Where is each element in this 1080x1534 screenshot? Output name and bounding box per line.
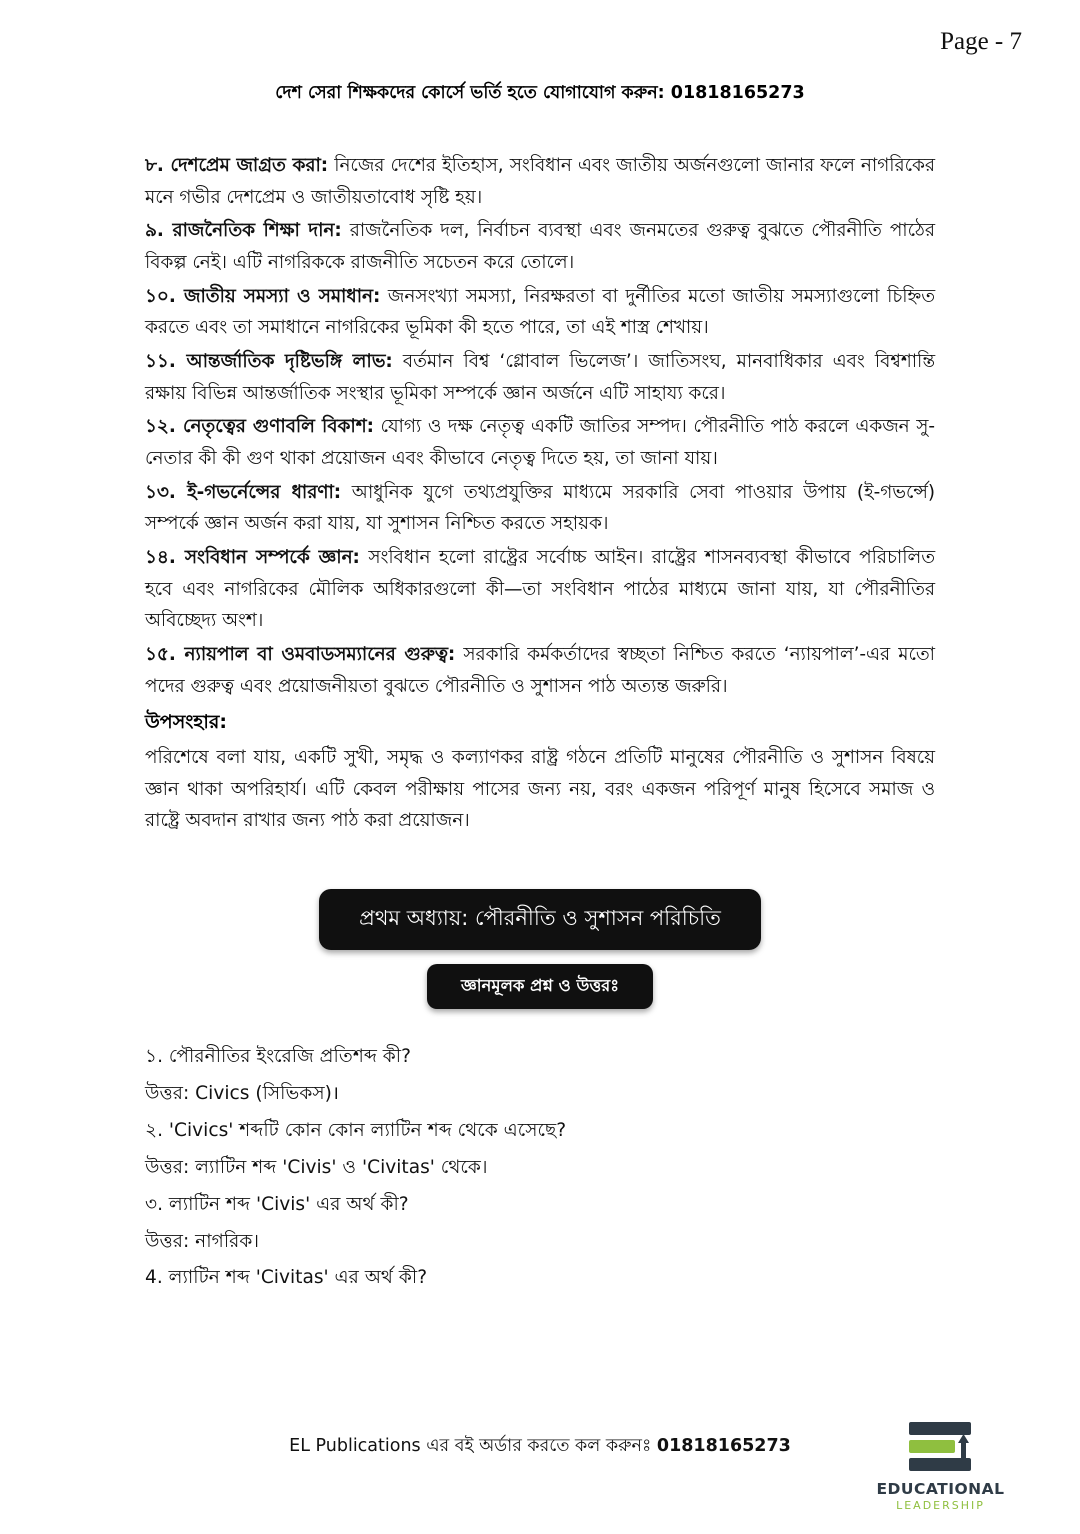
list-item-lead: ৯. রাজনৈতিক শিক্ষা দান: xyxy=(145,220,342,242)
list-item-lead: ৮. দেশপ্রেম জাগ্রত করা: xyxy=(145,155,329,176)
list-item-lead: ১২. নেতৃত্বের গুণাবলি বিকাশ: xyxy=(145,416,374,438)
list-item-text: নিজের দেশের ইতিহাস, সংবিধান এবং জাতীয় অর্জনগুলো জানার ফলে নাগরিকের মনে গভীর দেশপ্রেম ও জাতীয়তাবোধ সৃষ্টি হয়। xyxy=(145,155,935,208)
logo-mark-icon xyxy=(863,1416,1018,1478)
list-item xyxy=(145,477,935,540)
logo-tagline: LEADERSHIP xyxy=(896,1499,985,1512)
list-item xyxy=(145,281,935,344)
qa-line: ২. 'Civics' শব্দটি কোন কোন ল্যাটিন শব্দ থেকে এসেছে? xyxy=(145,1119,567,1141)
contact-header: দেশ সেরা শিক্ষকদের কোর্সে ভর্তি হতে যোগাযোগ করুন: 01818165273 xyxy=(275,83,805,103)
publisher-logo xyxy=(863,1416,1018,1512)
conclusion-text: পরিশেষে বলা যায়, একটি সুখী, সমৃদ্ধ ও কল্যাণকর রাষ্ট্র গঠনে প্রতিটি মানুষের পৌরনীতি ও সুশাসন বিষয়ে জ্ঞান থাকা অপরিহার্য। এটি কেবল পরীক্ষায় পাসের জন্য নয়, বরং একজন পরিপূর্ণ মানুষ হিসেবে সমাজ ও রাষ্ট্রে অবদান রাখার জন্য পাঠ করা প্রয়োজন। xyxy=(145,747,935,832)
list-item-text: বর্তমান বিশ্ব ‘গ্লোবাল ভিলেজ’। জাতিসংঘ, মানবাধিকার এবং বিশ্বশান্তি রক্ষায় বিভিন্ন আন্তর্জাতিক সংস্থার ভূমিকা সম্পর্কে জ্ঞান অর্জনে এটি সাহায্য করে। xyxy=(145,350,935,404)
qa-line: ১. পৌরনীতির ইংরেজি প্রতিশব্দ কী? xyxy=(145,1046,411,1068)
list-item-lead: ১৪. সংবিধান সম্পর্কে জ্ঞান: xyxy=(145,546,360,568)
qa-line: 4. ল্যাটিন শব্দ 'Civitas' এর অর্থ কী? xyxy=(145,1267,428,1289)
qa-line: ৩. ল্যাটিন শব্দ 'Civis' এর অর্থ কী? xyxy=(145,1193,409,1215)
list-item xyxy=(145,411,935,474)
el-monogram-icon xyxy=(891,1416,991,1478)
chapter-banner-container xyxy=(145,889,935,950)
footer-text: EL Publications এর বই অর্ডার করতে কল করুনঃ xyxy=(289,1436,657,1456)
qa-line: উত্তর: নাগরিক। xyxy=(145,1230,260,1252)
list-item-text: সরকারি কর্মকর্তাদের স্বচ্ছতা নিশ্চিত করতে ‘ন্যায়পাল’-এর মতো পদের গুরুত্ব এবং প্রয়োজনীয়তা বুঝতে পৌরনীতি ও সুশাসন পাঠ অত্যন্ত জরুরি। xyxy=(145,643,935,697)
list-item-text: যোগ্য ও দক্ষ নেতৃত্ব একটি জাতির সম্পদ। পৌরনীতি পাঠ করলে একজন সু-নেতার কী কী গুণ থাকা প্রয়োজন এবং কীভাবে নেতৃত্ব দিতে হয়, তা জানা যায়। xyxy=(145,416,935,469)
qa-line: উত্তর: ল্যাটিন শব্দ 'Civis' ও 'Civitas' থেকে। xyxy=(145,1156,488,1178)
page-number: Page - 7 xyxy=(940,28,1022,55)
list-item xyxy=(145,346,935,409)
section-banner: জ্ঞানমূলক প্রশ্ন ও উত্তরঃ xyxy=(427,964,653,1009)
conclusion-heading: উপসংহার: xyxy=(145,711,227,734)
list-item xyxy=(145,215,935,278)
list-item-lead: ১৩. ই-গভর্নেন্সের ধারণা: xyxy=(145,481,342,503)
list-item xyxy=(145,542,935,637)
list-item-lead: ১০. জাতীয় সমস্যা ও সমাধান: xyxy=(145,285,381,307)
footer-phone: 01818165273 xyxy=(656,1436,791,1456)
list-item xyxy=(145,150,935,213)
list-item xyxy=(145,639,935,702)
list-item-text: জনসংখ্যা সমস্যা, নিরক্ষরতা বা দুর্নীতির মতো জাতীয় সমস্যাগুলো চিহ্নিত করতে এবং তা সমাধানে নাগরিকের ভূমিকা কী হতে পারে, তা এই শাস্ত্র শেখায়। xyxy=(145,285,935,339)
section-banner-container xyxy=(145,964,935,1009)
qa-line: উত্তর: Civics (সিভিকস)। xyxy=(145,1083,339,1105)
qa-list xyxy=(145,1043,935,1292)
document-body xyxy=(145,150,935,1301)
list-item-lead: ১১. আন্তর্জাতিক দৃষ্টিভঙ্গি লাভ: xyxy=(145,350,393,372)
chapter-banner: প্রথম অধ্যায়: পৌরনীতি ও সুশাসন পরিচিতি xyxy=(319,889,761,950)
list-item-lead: ১৫. ন্যায়পাল বা ওমবাডসম্যানের গুরুত্ব: xyxy=(145,643,456,665)
list-item-text: আধুনিক যুগে তথ্যপ্রযুক্তির মাধ্যমে সরকারি সেবা পাওয়ার উপায় (ই-গভর্ন্সে) সম্পর্কে জ্ঞান অর্জন করা যায়, যা সুশাসন নিশ্চিত করতে সহায়ক। xyxy=(145,481,935,535)
logo-name: EDUCATIONAL xyxy=(876,1480,1005,1498)
list-item-text: সংবিধান হলো রাষ্ট্রের সর্বোচ্চ আইন। রাষ্ট্রের শাসনব্যবস্থা কীভাবে পরিচালিত হবে এবং নাগরিকের মৌলিক অধিকারগুলো কী—তা সংবিধান পাঠের মাধ্যমে জানা যায়, যা পৌরনীতির অবিচ্ছেদ্য অংশ। xyxy=(145,546,935,632)
list-item-text: রাজনৈতিক দল, নির্বাচন ব্যবস্থা এবং জনমতের গুরুত্ব বুঝতে পৌরনীতি পাঠের বিকল্প নেই। এটি নাগরিককে রাজনীতি সচেতন করে তোলে। xyxy=(145,220,935,273)
